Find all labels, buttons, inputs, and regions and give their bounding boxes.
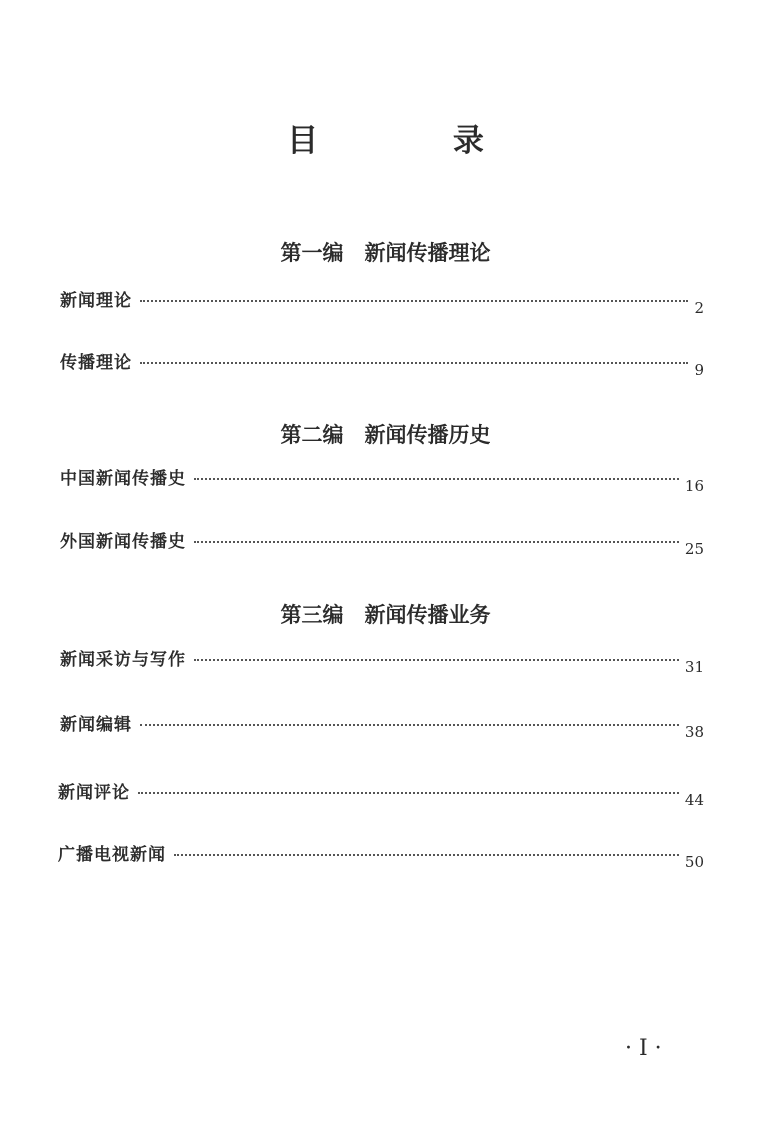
toc-entry-news-theory[interactable] bbox=[60, 289, 704, 317]
entry-page-number: 9 bbox=[694, 361, 704, 379]
entry-label: 传播理论 bbox=[60, 353, 132, 373]
entry-page-number: 44 bbox=[684, 791, 704, 809]
entry-label: 新闻采访与写作 bbox=[60, 650, 186, 670]
entry-label: 外国新闻传播史 bbox=[60, 532, 186, 552]
entry-label: 广播电视新闻 bbox=[58, 845, 166, 865]
part-heading-3: 第三编 新闻传播业务 bbox=[280, 603, 491, 627]
entry-label: 新闻评论 bbox=[58, 783, 130, 803]
entry-page-number: 31 bbox=[684, 658, 704, 676]
entry-page-number: 50 bbox=[684, 853, 704, 871]
dot-leader bbox=[194, 539, 679, 543]
entry-label: 新闻编辑 bbox=[60, 715, 132, 735]
dot-leader bbox=[138, 790, 679, 794]
entry-page-number: 2 bbox=[694, 299, 704, 317]
part-heading-2: 第二编 新闻传播历史 bbox=[280, 423, 491, 447]
dot-leader bbox=[140, 722, 679, 726]
entry-page-number: 25 bbox=[684, 540, 704, 558]
toc-entry-news-editing[interactable] bbox=[60, 713, 704, 741]
toc-entry-broadcast-news[interactable] bbox=[58, 843, 704, 871]
toc-title: 目 录 bbox=[287, 123, 546, 159]
toc-entry-communication-theory[interactable] bbox=[60, 351, 704, 379]
entry-page-number: 16 bbox=[684, 477, 704, 495]
entry-page-number: 38 bbox=[684, 723, 704, 741]
dot-leader bbox=[140, 360, 688, 364]
toc-entry-interview-writing[interactable] bbox=[60, 648, 704, 676]
toc-entry-chinese-history[interactable] bbox=[60, 467, 704, 495]
dot-leader bbox=[194, 657, 679, 661]
entry-label: 新闻理论 bbox=[60, 291, 132, 311]
dot-leader bbox=[174, 852, 679, 856]
dot-leader bbox=[194, 476, 679, 480]
dot-leader bbox=[140, 298, 688, 302]
page-folio: · I · bbox=[625, 1036, 662, 1061]
entry-label: 中国新闻传播史 bbox=[60, 469, 186, 489]
part-heading-1: 第一编 新闻传播理论 bbox=[280, 241, 491, 265]
toc-entry-foreign-history[interactable] bbox=[60, 530, 704, 558]
toc-entry-news-commentary[interactable] bbox=[58, 781, 704, 809]
